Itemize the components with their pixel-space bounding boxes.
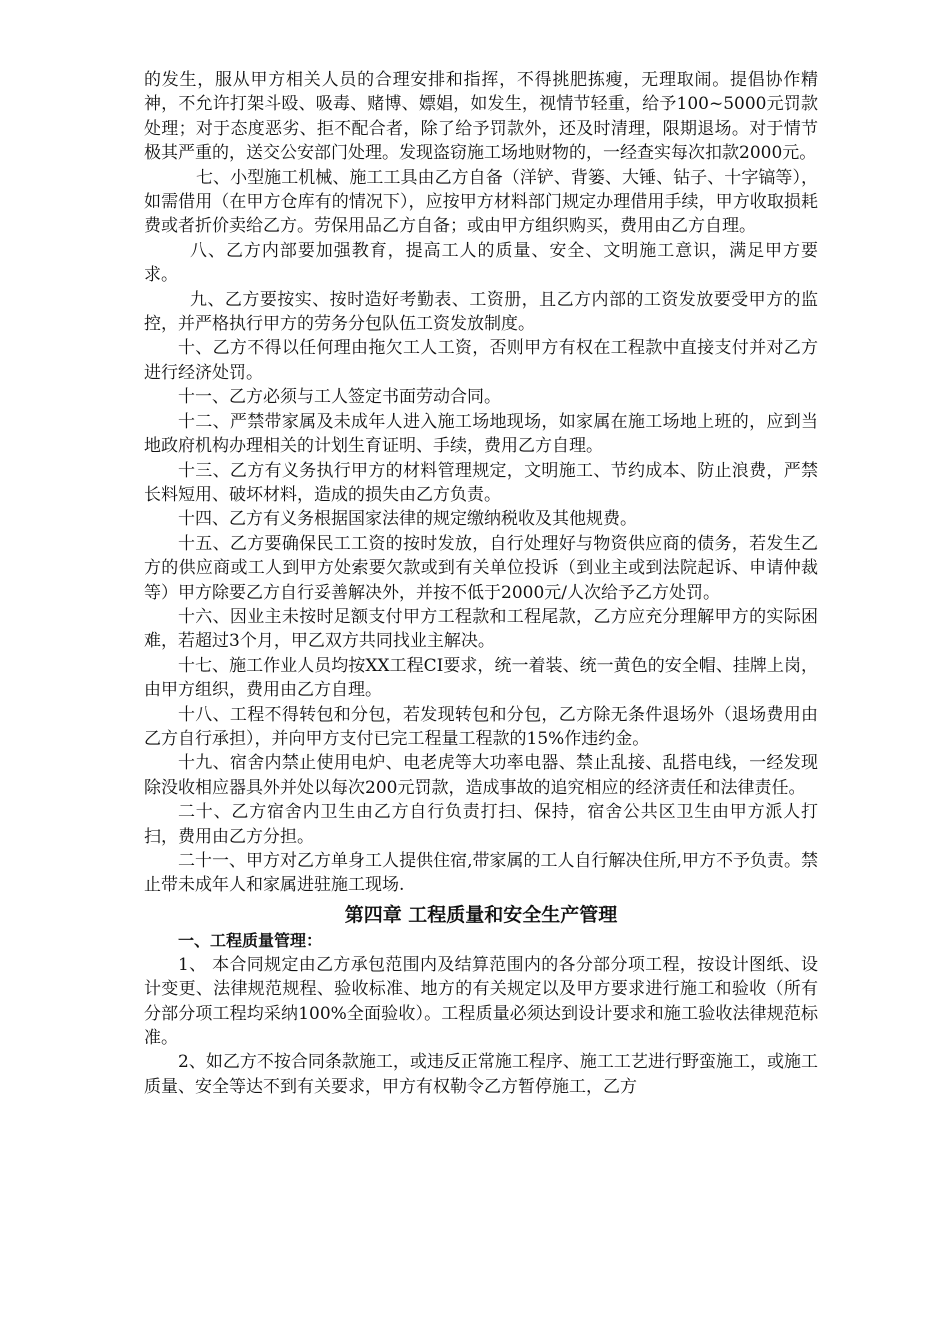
- paragraph-clause-7: 七、小型施工机械、施工工具由乙方自备（洋铲、背篓、大锤、钻子、十字镐等），如需借用（在甲方仓库有的情况下），应按甲方材料部门规定办理借用手续，甲方收取损耗费或者折价卖给乙方。劳保用品乙方自备；或由甲方组织购买，费用由乙方自理。: [144, 167, 818, 237]
- paragraph-clause-13: 十三、乙方有义务执行甲方的材料管理规定，文明施工、节约成本、防止浪费，严禁长料短用、破坏材料，造成的损失由乙方负责。: [144, 460, 818, 505]
- paragraph-clause-9: 九、乙方要按实、按时造好考勤表、工资册，且乙方内部的工资发放要受甲方的监控，并严格执行甲方的劳务分包队伍工资发放制度。: [144, 289, 818, 335]
- paragraph-clause-11: 十一、乙方必须与工人签定书面劳动合同。: [178, 387, 501, 408]
- paragraph-quality-1: 1、 本合同规定由乙方承包范围内及结算范围内的各分部分项工程，按设计图纸、设计变更、法律规范规程、验收标准、地方的有关规定以及甲方要求进行施工和验收（所有分部分项工程均采纳100%全面验收）。工程质量必须达到设计要求和施工验收法律规范标准。: [144, 954, 818, 1049]
- paragraph-clause-21: 二十一、甲方对乙方单身工人提供住宿,带家属的工人自行解决住所,甲方不予负责。禁止带未成年人和家属进驻施工现场.: [144, 851, 818, 896]
- paragraph-penalty-continuation: 的发生，服从甲方相关人员的合理安排和指挥，不得挑肥拣瘦，无理取闹。提倡协作精神，不允许打架斗殴、吸毒、赌博、嫖娼，如发生，视情节轻重，给予100~5000元罚款处理；对于态度恶劣、拒不配合者，除了给予罚款外，还及时清理，限期退场。对于情节极其严重的，送交公安部门处理。发现盗窃施工场地财物的，一经查实每次扣款2000元。: [144, 70, 818, 164]
- paragraph-clause-12: 十二、严禁带家属及未成年人进入施工场地现场，如家属在施工场地上班的，应到当地政府机构办理相关的计划生育证明、手续，费用乙方自理。: [144, 411, 818, 457]
- paragraph-clause-18: 十八、工程不得转包和分包，若发现转包和分包，乙方除无条件退场外（退场费用由乙方自行承担），并向甲方支付已完工程量工程款的15%作违约金。: [144, 704, 818, 749]
- paragraph-clause-14: 十四、乙方有义务根据国家法律的规定缴纳税收及其他规费。: [178, 509, 637, 530]
- paragraph-quality-2: 2、如乙方不按合同条款施工，或违反正常施工程序、施工工艺进行野蛮施工，或施工质量、安全等达不到有关要求，甲方有权勒令乙方暂停施工，乙方: [144, 1052, 818, 1097]
- paragraph-clause-16: 十六、因业主未按时足额支付甲方工程款和工程尾款，乙方应充分理解甲方的实际困难，若超过3个月，甲乙双方共同找业主解决。: [144, 606, 818, 652]
- paragraph-clause-17: 十七、施工作业人员均按XX工程CI要求，统一着装、统一黄色的安全帽、挂牌上岗，由甲方组织，费用由乙方自理。: [144, 655, 818, 701]
- paragraph-clause-8: 八、乙方内部要加强教育，提高工人的质量、安全、文明施工意识，满足甲方要求。: [144, 240, 818, 286]
- section-title: 一、工程质量管理：: [178, 930, 323, 950]
- paragraph-clause-15: 十五、乙方要确保民工工资的按时发放，自行处理好与物资供应商的债务，若发生乙方的供应商或工人到甲方处索要欠款或到有关单位投诉（到业主或到法院起诉、申请仲裁等）甲方除要乙方自行妥善解决外，并按不低于2000元/人次给予乙方处罚。: [144, 533, 818, 603]
- paragraph-clause-10: 十、乙方不得以任何理由拖欠工人工资，否则甲方有权在工程款中直接支付并对乙方进行经济处罚。: [144, 338, 818, 383]
- chapter-title: 第四章 工程质量和安全生产管理: [344, 903, 618, 926]
- paragraph-clause-20: 二十、乙方宿舍内卫生由乙方自行负责打扫、保持，宿舍公共区卫生由甲方派人打扫，费用由乙方分担。: [144, 802, 818, 847]
- paragraph-clause-19: 十九、宿舍内禁止使用电炉、电老虎等大功率电器、禁止乱接、乱搭电线，一经发现除没收相应器具外并处以每次200元罚款，造成事故的追究相应的经济责任和法律责任。: [144, 753, 818, 798]
